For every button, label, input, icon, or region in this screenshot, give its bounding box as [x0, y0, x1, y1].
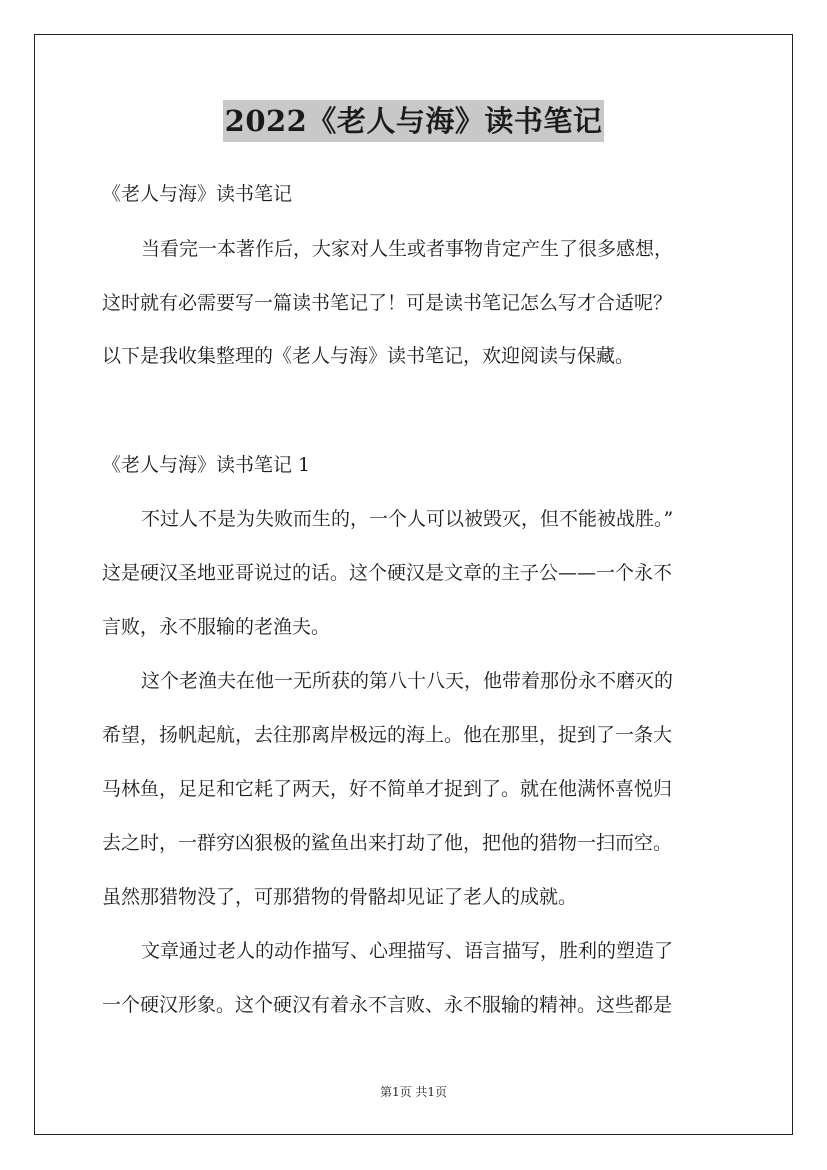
document-title: 2022《老人与海》读书笔记: [223, 100, 605, 142]
section-heading: 《老人与海》读书笔记: [102, 183, 293, 205]
section-heading: 《老人与海》读书笔记 1: [102, 454, 311, 476]
paragraph-line: 去之时，一群穷凶狠极的鲨鱼出来打劫了他，把他的猎物一扫而空。: [102, 832, 673, 854]
paragraph-line: 这时就有必需要写一篇读书笔记了！可是读书笔记怎么写才合适呢？: [102, 292, 673, 314]
paragraph-line: 虽然那猎物没了，可那猎物的骨骼却见证了老人的成就。: [102, 886, 578, 908]
paragraph-line: 这个老渔夫在他一无所获的第八十八天，他带着那份永不磨灭的: [141, 670, 674, 692]
title-container: [0, 100, 827, 142]
paragraph-line: 一个硬汉形象。这个硬汉有着永不言败、永不服输的精神。这些都是: [102, 994, 673, 1016]
paragraph-line: 当看完一本著作后，大家对人生或者事物肯定产生了很多感想，: [141, 238, 674, 260]
paragraph-line: 希望，扬帆起航，去往那离岸极远的海上。他在那里，捉到了一条大: [102, 724, 673, 746]
paragraph-line: 文章通过老人的动作描写、心理描写、语言描写，胜利的塑造了: [141, 940, 674, 962]
paragraph-line: 马林鱼，足足和它耗了两天，好不简单才捉到了。就在他满怀喜悦归: [102, 778, 673, 800]
page-footer: 第1页 共1页: [379, 1085, 448, 1099]
paragraph-line: 这是硬汉圣地亚哥说过的话。这个硬汉是文章的主子公——一个永不: [102, 562, 673, 584]
paragraph-line: 以下是我收集整理的《老人与海》读书笔记，欢迎阅读与保藏。: [102, 345, 635, 367]
paragraph-line: 不过人不是为失败而生的，一个人可以被毁灭，但不能被战胜。”: [141, 508, 674, 530]
paragraph-line: 言败，永不服输的老渔夫。: [102, 616, 331, 638]
